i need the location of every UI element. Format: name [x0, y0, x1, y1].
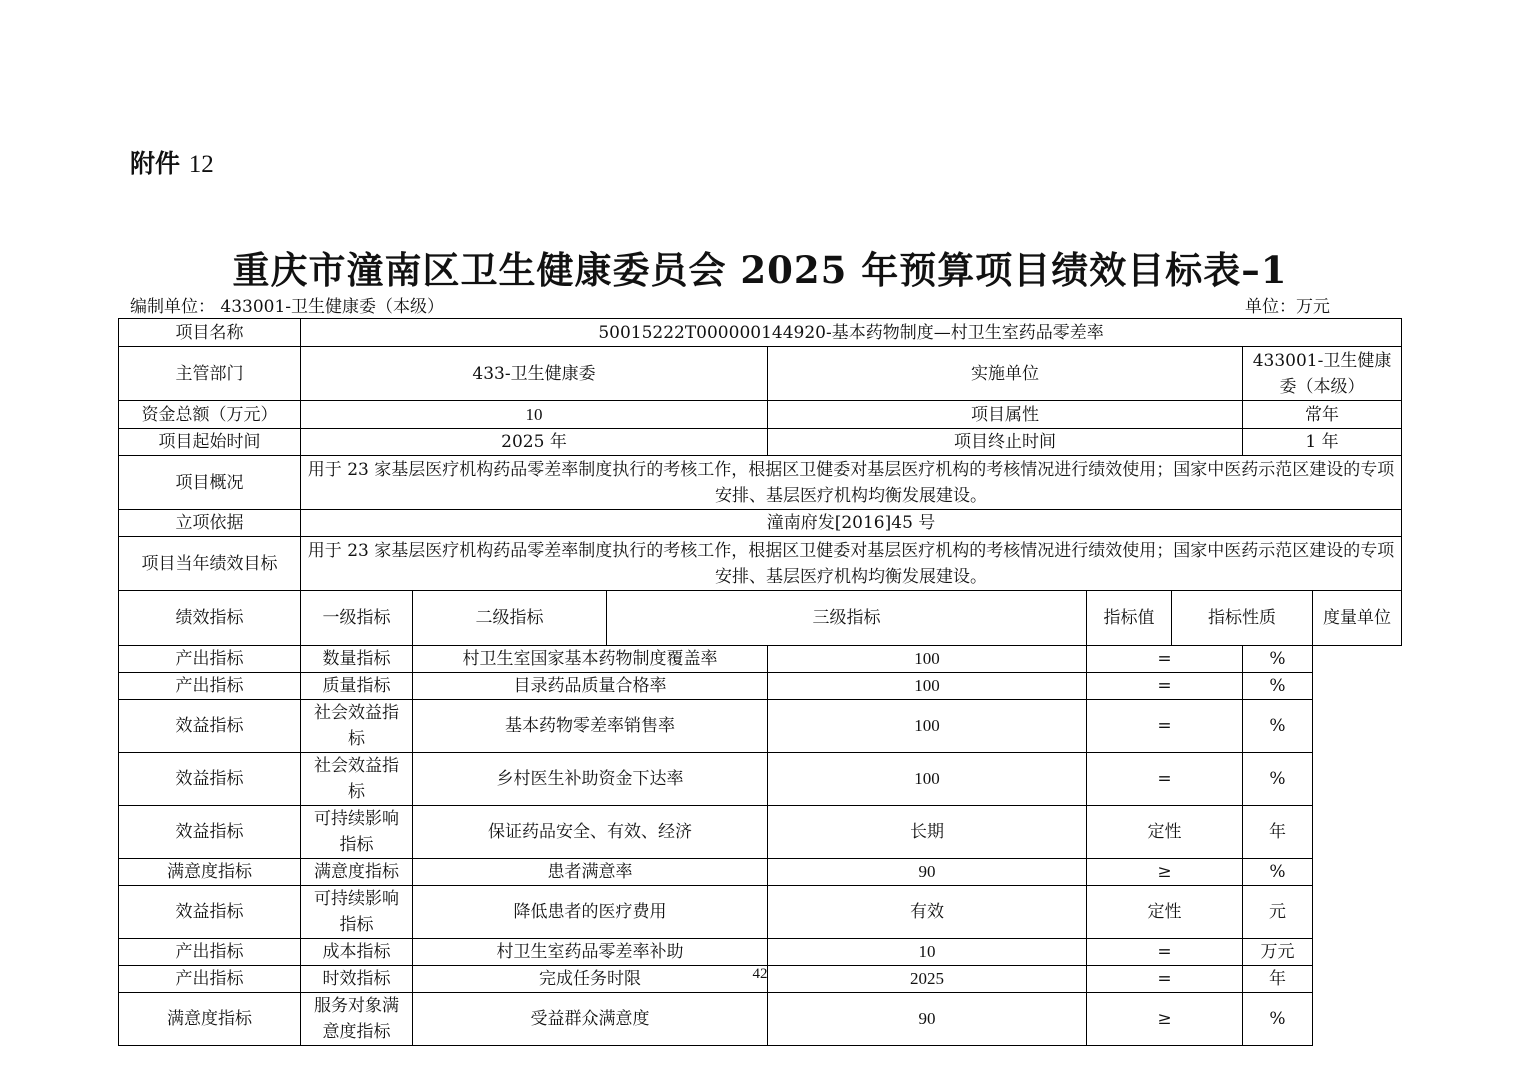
indicator-header-row	[119, 591, 1402, 646]
indicator-value: 100	[768, 646, 1087, 673]
indicator-value: 2025	[768, 966, 1087, 993]
indicator-row	[119, 939, 1402, 966]
indicator-row	[119, 993, 1402, 1046]
indicator-unit: 年	[1243, 806, 1313, 859]
indicator-value: 长期	[768, 806, 1087, 859]
indicator-level1: 产出指标	[119, 966, 301, 993]
indicator-level3: 受益群众满意度	[413, 993, 768, 1046]
indicator-nature: =	[1087, 700, 1243, 753]
impl-label: 实施单位	[768, 347, 1243, 401]
unit-label: 单位：万元	[1245, 297, 1330, 317]
page-number: 42	[752, 966, 768, 982]
indicator-row	[119, 753, 1402, 806]
indicator-unit: %	[1243, 859, 1313, 886]
indicator-level2: 满意度指标	[301, 859, 413, 886]
attachment-word: 附件	[130, 149, 181, 178]
dept-label: 主管部门	[119, 347, 301, 401]
indicator-level3: 目录药品质量合格率	[413, 673, 768, 700]
indicator-nature: =	[1087, 673, 1243, 700]
header-unit: 度量单位	[1313, 591, 1402, 646]
header-level3: 三级指标	[607, 591, 1087, 646]
indicator-value: 100	[768, 700, 1087, 753]
indicator-unit: %	[1243, 646, 1313, 673]
indicator-row	[119, 673, 1402, 700]
start-label: 项目起始时间	[119, 429, 301, 456]
goal-label: 项目当年绩效目标	[119, 537, 301, 591]
indicator-row	[119, 700, 1402, 753]
indicator-level1: 满意度指标	[119, 993, 301, 1046]
indicator-nature: =	[1087, 646, 1243, 673]
indicator-level3: 基本药物零差率销售率	[413, 700, 768, 753]
indicator-level2: 可持续影响指标	[301, 806, 413, 859]
attachment-number: 12	[188, 151, 214, 178]
document-title: 重庆市潼南区卫生健康委员会 2025 年预算项目绩效目标表–1	[232, 248, 1288, 292]
row-fund	[119, 401, 1402, 429]
header-level2: 二级指标	[413, 591, 607, 646]
end-value: 1 年	[1243, 429, 1402, 456]
row-goal	[119, 537, 1402, 591]
indicator-unit: %	[1243, 753, 1313, 806]
indicator-value: 100	[768, 753, 1087, 806]
indicator-level3: 乡村医生补助资金下达率	[413, 753, 768, 806]
row-basis	[119, 510, 1402, 537]
fund-value: 10	[301, 401, 768, 429]
end-label: 项目终止时间	[768, 429, 1243, 456]
attr-value: 常年	[1243, 401, 1402, 429]
indicator-value: 90	[768, 859, 1087, 886]
indicator-nature: =	[1087, 753, 1243, 806]
indicator-row	[119, 646, 1402, 673]
attachment-label	[130, 144, 214, 180]
indicator-level2: 服务对象满意度指标	[301, 993, 413, 1046]
prepared-by: 编制单位： 433001-卫生健康委（本级）	[130, 297, 445, 317]
row-time	[119, 429, 1402, 456]
indicator-nature: 定性	[1087, 886, 1243, 939]
indicator-level1: 效益指标	[119, 700, 301, 753]
indicator-row	[119, 886, 1402, 939]
header-value: 指标值	[1087, 591, 1172, 646]
overview-label: 项目概况	[119, 456, 301, 510]
indicator-level2: 社会效益指标	[301, 700, 413, 753]
goal-text: 用于 23 家基层医疗机构药品零差率制度执行的考核工作，根据区卫健委对基层医疗机构的考核情况进行绩效使用；国家中医药示范区建设的专项安排、基层医疗机构均衡发展建设。	[301, 537, 1402, 591]
indicator-value: 10	[768, 939, 1087, 966]
header-level1: 一级指标	[301, 591, 413, 646]
start-value: 2025 年	[301, 429, 768, 456]
indicator-level1: 满意度指标	[119, 859, 301, 886]
row-project-name	[119, 319, 1402, 347]
indicator-unit: %	[1243, 700, 1313, 753]
indicator-level2: 社会效益指标	[301, 753, 413, 806]
indicator-level3: 患者满意率	[413, 859, 768, 886]
indicator-level3: 保证药品安全、有效、经济	[413, 806, 768, 859]
project-name-label: 项目名称	[119, 319, 301, 347]
indicator-value: 有效	[768, 886, 1087, 939]
indicator-level1: 效益指标	[119, 886, 301, 939]
indicator-unit: 年	[1243, 966, 1313, 993]
project-name: 50015222T000000144920-基本药物制度—村卫生室药品零差率	[301, 319, 1402, 347]
performance-target-table	[118, 318, 1402, 1046]
attr-label: 项目属性	[768, 401, 1243, 429]
indicator-nature: ≥	[1087, 859, 1243, 886]
overview-text: 用于 23 家基层医疗机构药品零差率制度执行的考核工作，根据区卫健委对基层医疗机构的考核情况进行绩效使用；国家中医药示范区建设的专项安排、基层医疗机构均衡发展建设。	[301, 456, 1402, 510]
indicator-value: 100	[768, 673, 1087, 700]
indicator-unit: 元	[1243, 886, 1313, 939]
header-nature: 指标性质	[1172, 591, 1313, 646]
indicator-level2: 成本指标	[301, 939, 413, 966]
basis-label: 立项依据	[119, 510, 301, 537]
row-overview	[119, 456, 1402, 510]
indicator-level1: 产出指标	[119, 673, 301, 700]
indicator-row	[119, 806, 1402, 859]
indicator-level2: 可持续影响指标	[301, 886, 413, 939]
basis-text: 潼南府发[2016]45 号	[301, 510, 1402, 537]
indicator-value: 90	[768, 993, 1087, 1046]
indicator-unit: %	[1243, 673, 1313, 700]
indicator-nature: 定性	[1087, 806, 1243, 859]
indicator-level1: 效益指标	[119, 753, 301, 806]
indicator-level3: 降低患者的医疗费用	[413, 886, 768, 939]
indicator-nature: =	[1087, 966, 1243, 993]
row-dept	[119, 347, 1402, 401]
indicator-nature: ≥	[1087, 993, 1243, 1046]
indicator-level2: 数量指标	[301, 646, 413, 673]
indicator-level1: 产出指标	[119, 939, 301, 966]
indicator-level1: 产出指标	[119, 646, 301, 673]
indicator-level2: 时效指标	[301, 966, 413, 993]
indicator-row	[119, 859, 1402, 886]
indicator-unit: %	[1243, 993, 1313, 1046]
indicator-nature: =	[1087, 939, 1243, 966]
impl-value: 433001-卫生健康委（本级）	[1243, 347, 1402, 401]
indicator-level3: 村卫生室药品零差率补助	[413, 939, 768, 966]
indicator-unit: 万元	[1243, 939, 1313, 966]
indicator-level3: 完成任务时限	[413, 966, 768, 993]
indicator-level1: 效益指标	[119, 806, 301, 859]
fund-label: 资金总额（万元）	[119, 401, 301, 429]
indicators-section-label: 绩效指标	[119, 591, 301, 646]
dept-value: 433-卫生健康委	[301, 347, 768, 401]
indicator-level2: 质量指标	[301, 673, 413, 700]
indicator-level3: 村卫生室国家基本药物制度覆盖率	[413, 646, 768, 673]
